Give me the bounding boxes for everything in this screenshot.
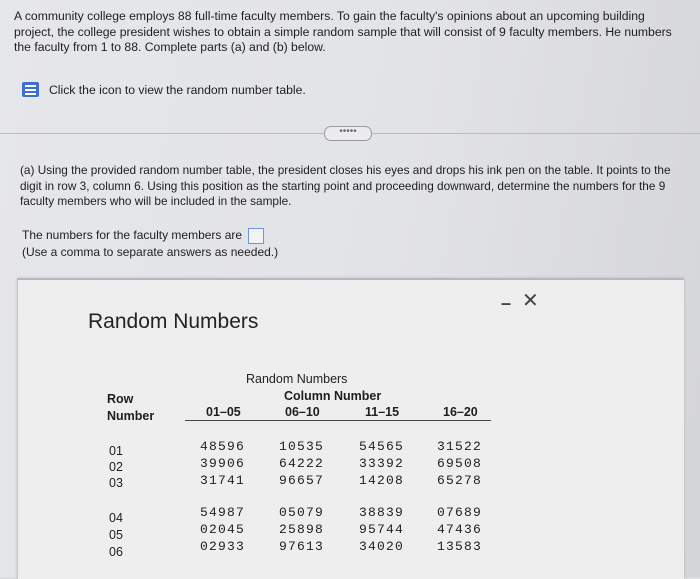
row-number: 02 [109, 460, 123, 474]
table-cell: 31522 [437, 439, 483, 454]
view-table-link[interactable] [22, 82, 306, 97]
table-cell: 47436 [437, 522, 483, 537]
column-header: 06–10 [285, 405, 320, 419]
table-cell: 96657 [279, 473, 325, 488]
table-cell: 95744 [359, 522, 405, 537]
answer-input[interactable] [248, 228, 264, 244]
row-number: 06 [109, 545, 123, 559]
row-number: 03 [109, 476, 123, 490]
dialog-title: Random Numbers [88, 310, 259, 333]
table-cell: 65278 [437, 473, 483, 488]
column-header: 11–15 [365, 405, 400, 419]
table-cell: 05079 [279, 505, 325, 520]
table-cell: 25898 [279, 522, 325, 537]
table-cell: 10535 [279, 439, 325, 454]
table-cell: 54565 [359, 439, 405, 454]
minimize-icon[interactable]: – [501, 293, 512, 313]
answer-hint: (Use a comma to separate answers as needed.) [22, 245, 279, 259]
table-cell: 07689 [437, 505, 483, 520]
table-cell: 54987 [200, 505, 246, 520]
part-a-question: (a) Using the provided random number table, the president closes his eyes and drops his ink pen on the table. It points to the digit in row 3, column 6. Using this position as the starting point and proceeding downward, determine the numbers for the 9 faculty members who will be included in the sample. [20, 163, 671, 208]
table-cell: 39906 [200, 456, 246, 471]
answer-label: The numbers for the faculty members are [22, 228, 243, 242]
table-cell: 38839 [359, 505, 405, 520]
table-cell: 31741 [200, 473, 246, 488]
table-icon[interactable] [22, 82, 39, 97]
table-cell: 02045 [200, 522, 246, 537]
row-number: 05 [109, 528, 123, 542]
close-icon[interactable]: ✕ [522, 290, 539, 312]
expand-more-button[interactable]: ••••• [324, 126, 372, 141]
table-cell: 33392 [359, 456, 405, 471]
table-cell: 02933 [200, 539, 246, 554]
row-number-header [107, 391, 154, 425]
table-cell: 34020 [359, 539, 405, 554]
table-cell: 64222 [279, 456, 325, 471]
row-number: 04 [109, 511, 123, 525]
table-caption: Random Numbers [246, 372, 348, 386]
problem-intro: A community college employs 88 full-time faculty members. To gain the faculty's opinions about an upcoming building project, the college president wishes to obtain a simple random sample that will consist of 9 faculty members. He numbers the faculty from 1 to 88. Complete parts (a) and (b) below. [14, 9, 672, 54]
row-header-line-2: Number [107, 409, 155, 423]
header-rule [185, 420, 491, 421]
column-header: 16–20 [443, 405, 478, 419]
table-cell: 13583 [437, 539, 483, 554]
table-cell: 97613 [279, 539, 325, 554]
row-number: 01 [109, 444, 123, 458]
column-header: 01–05 [206, 405, 241, 419]
table-cell: 69508 [437, 456, 483, 471]
table-cell: 48596 [200, 439, 246, 454]
table-cell: 14208 [359, 473, 405, 488]
column-number-header: Column Number [284, 389, 382, 403]
random-numbers-dialog [17, 278, 684, 579]
row-header-line-1: Row [107, 392, 134, 406]
view-table-link-text[interactable]: Click the icon to view the random number table. [49, 82, 306, 97]
answer-section [22, 227, 278, 261]
